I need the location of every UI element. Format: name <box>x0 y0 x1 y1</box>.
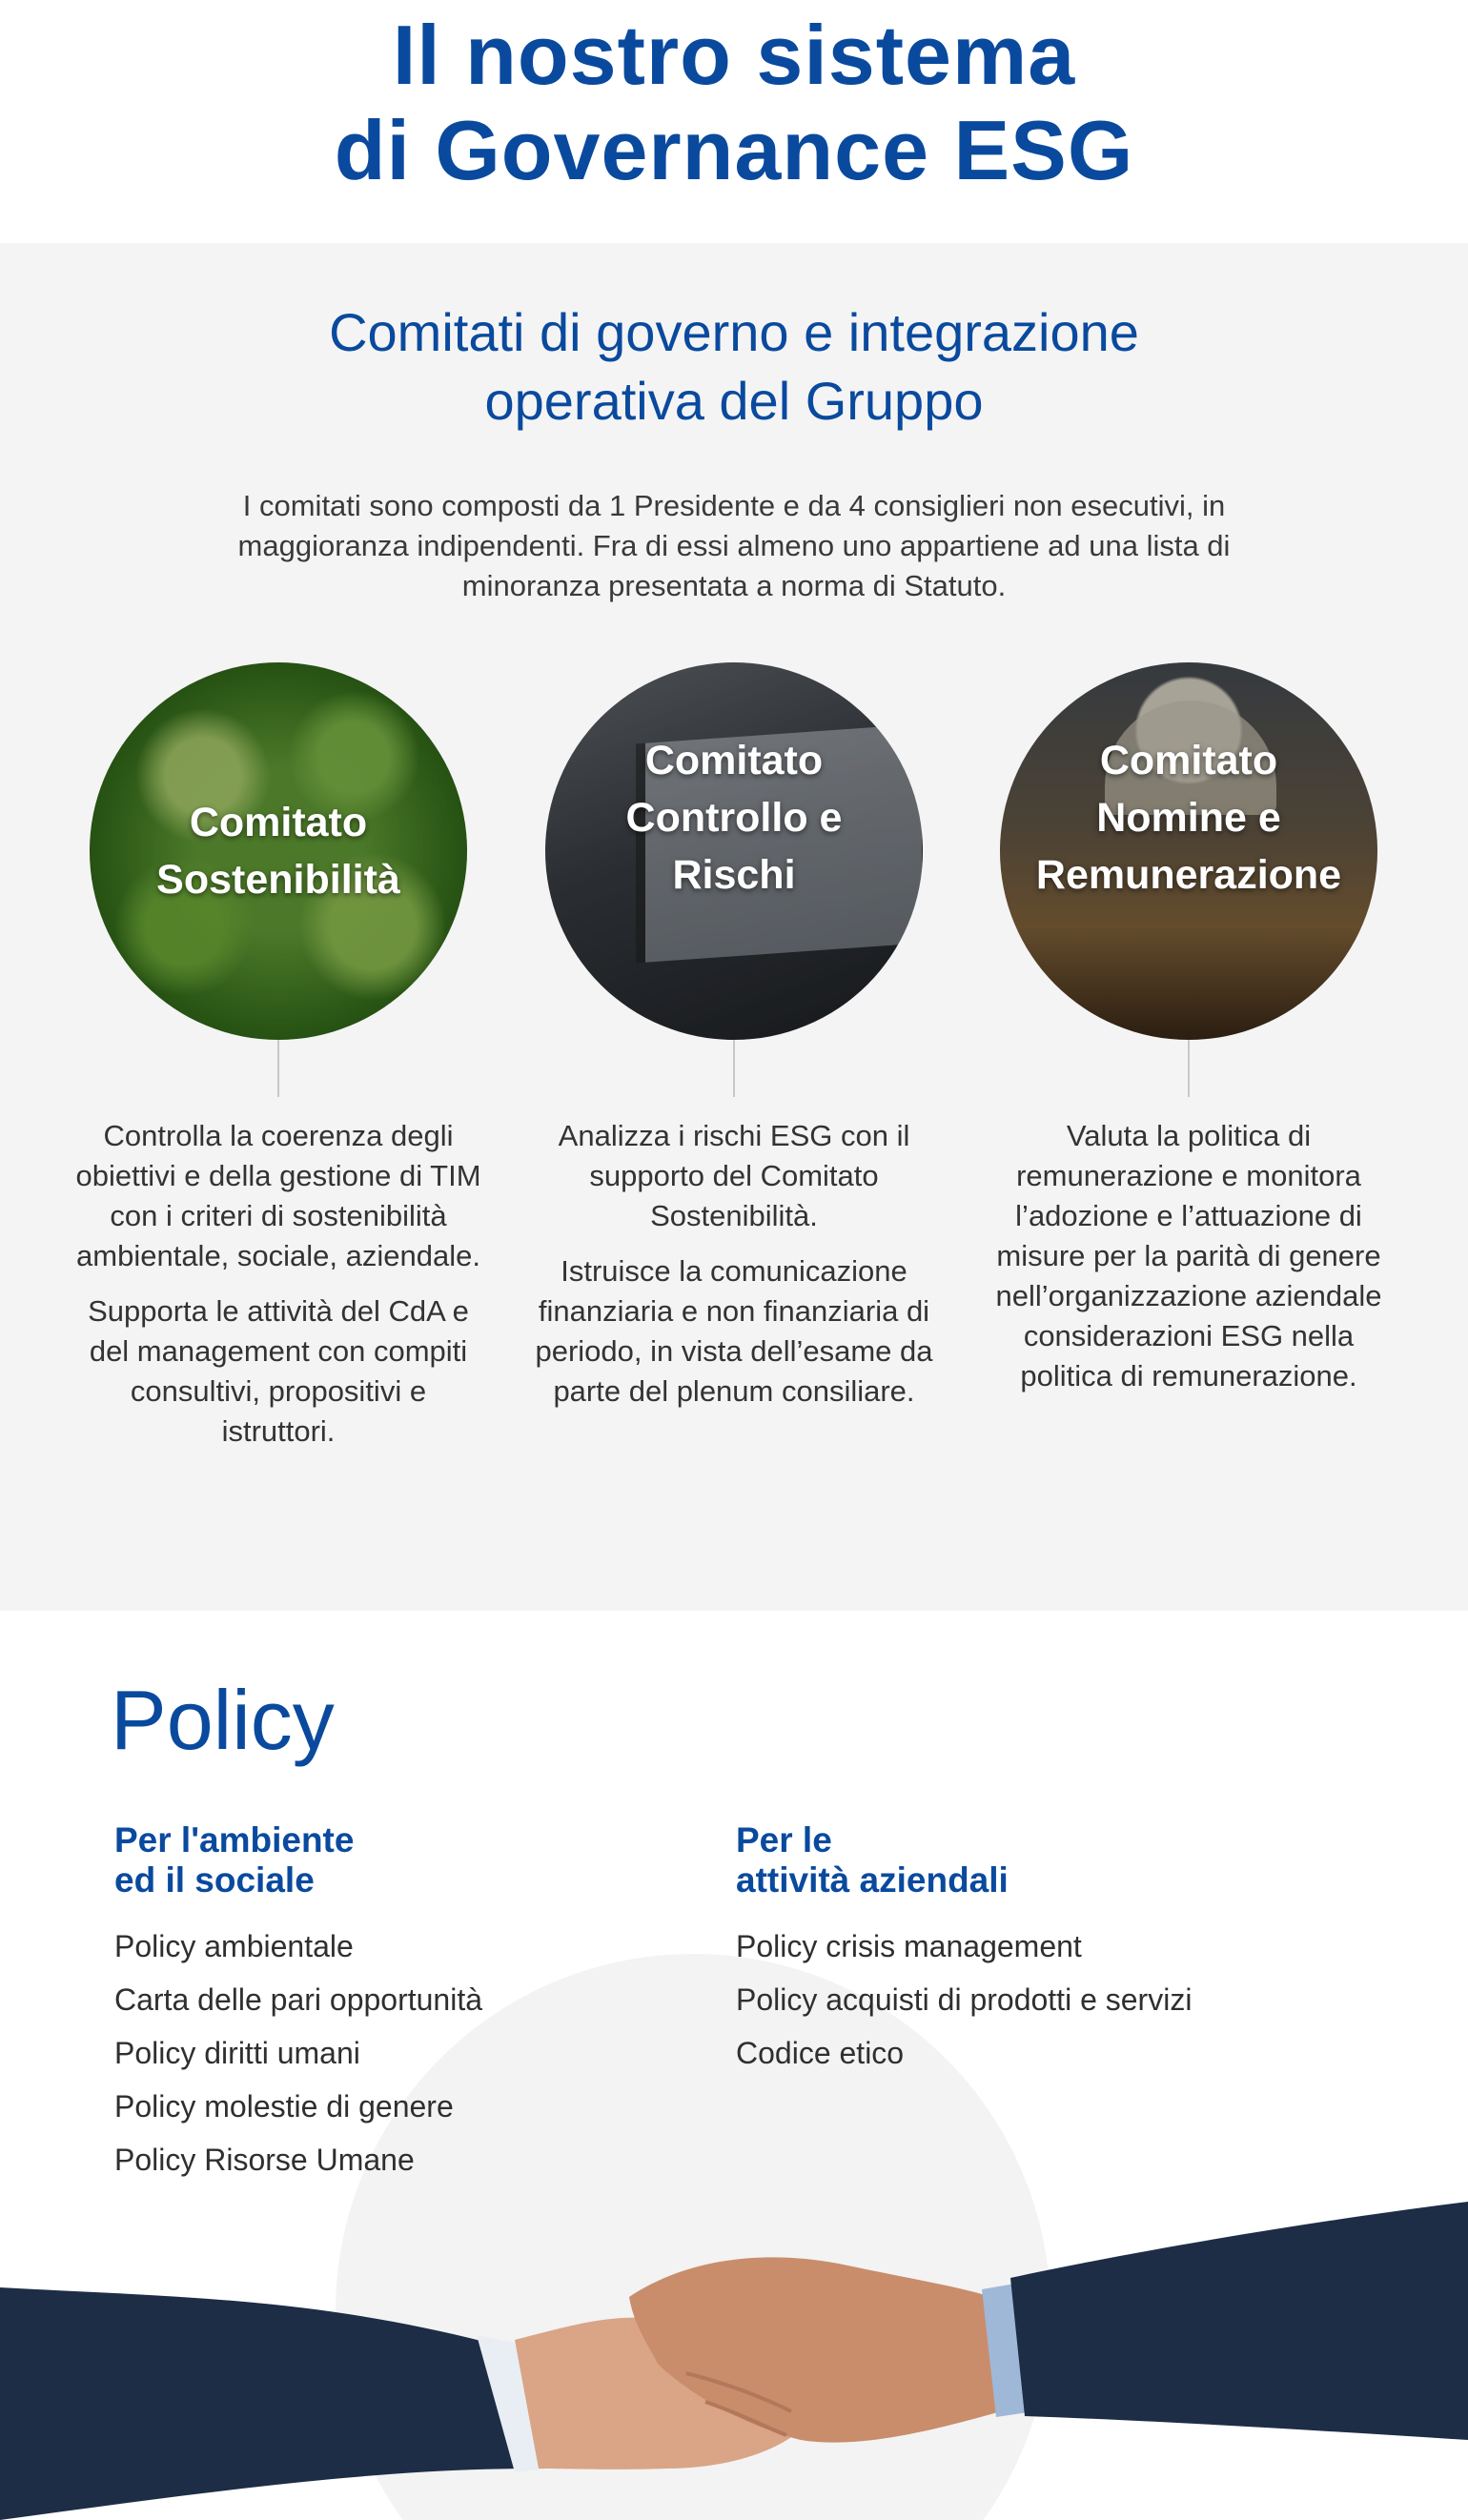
committee-description <box>73 1116 483 1452</box>
handshake-image <box>0 2183 1468 2520</box>
committee-name <box>1008 732 1370 904</box>
committee-description <box>984 1116 1394 1396</box>
committee-name-line2: Nomine e <box>1096 795 1281 841</box>
committees-title <box>0 298 1468 436</box>
leaves-image <box>90 662 467 1040</box>
policy-heading-line1: Per le <box>736 1820 832 1860</box>
committees-title-line1: Comitati di governo e integrazione <box>329 302 1139 362</box>
policy-item: Carta delle pari opportunità <box>114 1982 483 2017</box>
committee-nomine-remunerazione <box>984 662 1394 1412</box>
committee-paragraph: Supporta le attività del CdA e del management con compiti consultivi, propositivi e istruttori. <box>88 1294 469 1448</box>
policy-column-heading <box>736 1820 1327 1900</box>
policy-item: Policy crisis management <box>736 1929 1082 1963</box>
policy-item: Policy Risorse Umane <box>114 2143 415 2177</box>
committee-description <box>529 1116 939 1412</box>
page-title <box>0 0 1468 243</box>
policy-heading-line2: attività aziendali <box>736 1860 1009 1900</box>
scale-image <box>1000 662 1377 1040</box>
committee-paragraph: Istruisce la comunicazione finanziaria e non finanziaria di periodo, in vista dell’esame da parte del plenum consiliare. <box>535 1254 933 1408</box>
page-title-line1: Il nostro sistema <box>392 8 1076 102</box>
committee-name-line1: Comitato <box>644 738 824 783</box>
policy-column-environment-social <box>114 1820 648 2186</box>
policy-column-heading <box>114 1820 648 1900</box>
committee-name-line3: Rischi <box>672 852 796 898</box>
policy-item: Policy ambientale <box>114 1929 354 1963</box>
policy-item: Codice etico <box>736 2036 905 2070</box>
committee-paragraph: Controlla la coerenza degli obiettivi e della gestione di TIM con i criteri di sostenibilità ambientale, sociale, aziendale. <box>75 1119 481 1272</box>
committees-section <box>0 243 1468 1611</box>
committee-name <box>97 794 459 908</box>
policy-heading-line1: Per l'ambiente <box>114 1820 355 1860</box>
committee-name-line3: Remunerazione <box>1035 852 1342 898</box>
committee-paragraph: Valuta la politica di remunerazione e monitora l’adozione e l’attuazione di misure per la parità di genere nell’organizzazione aziendale considerazioni ESG nella politica di remunerazione. <box>995 1119 1382 1392</box>
committee-name-line2: Controllo e <box>625 795 843 841</box>
policy-column-business <box>736 1820 1327 2080</box>
policy-item: Policy acquisti di prodotti e servizi <box>736 1982 1193 2017</box>
page-title-line2: di Governance ESG <box>334 103 1134 197</box>
policy-list <box>114 1920 648 2186</box>
policy-item: Policy molestie di genere <box>114 2089 454 2124</box>
committees-title-line2: operativa del Gruppo <box>484 371 984 431</box>
committee-name-line2: Sostenibilità <box>156 857 400 903</box>
committee-name <box>553 732 915 904</box>
committees-intro: I comitati sono composti da 1 Presidente e da 4 consiglieri non esecutivi, in maggioranza indipendenti. Fra di essi almeno uno appartiene ad una lista di minoranza presentata a norma di Statuto. <box>237 489 1231 602</box>
committee-name-line1: Comitato <box>1099 738 1278 783</box>
committee-name-line1: Comitato <box>189 800 368 845</box>
committee-controllo-rischi <box>529 662 939 1427</box>
committee-paragraph: Analizza i rischi ESG con il supporto del Comitato Sostenibilità. <box>558 1119 910 1232</box>
connector-line <box>733 1040 735 1097</box>
policy-heading-line2: ed il sociale <box>114 1860 315 1900</box>
policy-item: Policy diritti umani <box>114 2036 360 2070</box>
policy-title: Policy <box>111 1673 335 1767</box>
connector-line <box>277 1040 279 1097</box>
policy-list <box>736 1920 1327 2080</box>
laptop-image <box>545 662 923 1040</box>
committee-sostenibilita <box>73 662 483 1467</box>
connector-line <box>1188 1040 1190 1097</box>
